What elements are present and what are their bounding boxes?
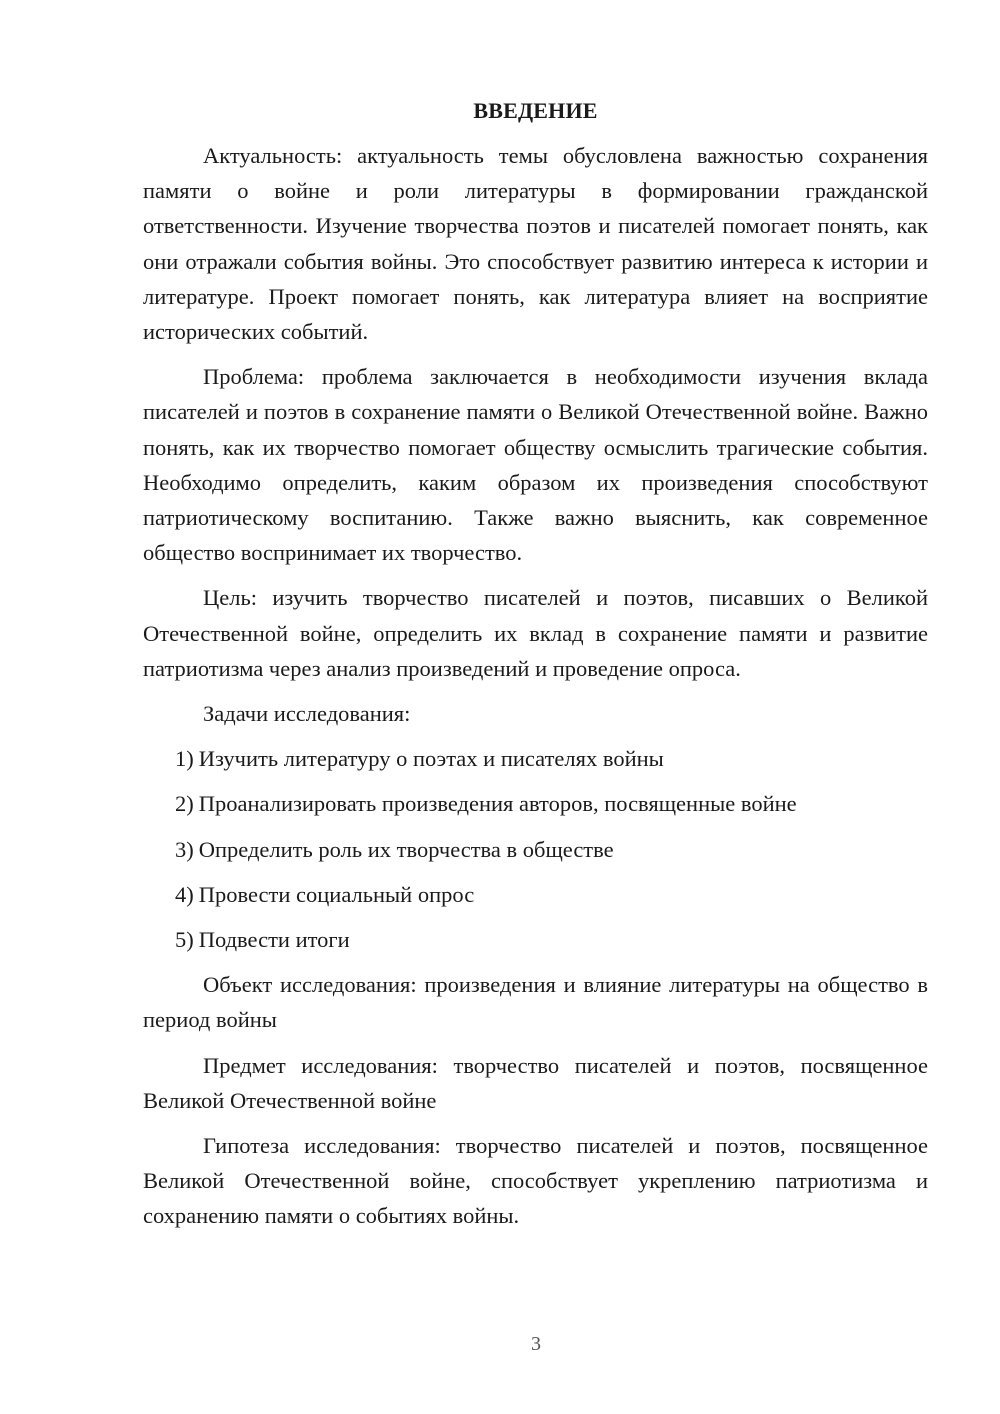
section-title: ВВЕДЕНИЕ (473, 98, 598, 123)
task-item (143, 832, 928, 867)
page-number: 3 (531, 1333, 541, 1355)
task-text: Провести социальный опрос (198, 881, 475, 907)
task-number: 3) (175, 836, 194, 862)
task-text: Определить роль их творчества в обществе (198, 836, 614, 862)
task-number: 1) (175, 746, 194, 772)
problem-paragraph: Проблема: проблема заключается в необходимости изучения вклада писателей и поэтов в сохранение памяти о Великой Отечественной войне. Важно понять, как их творчество помогает обществу осмыслить трагические события. Необходимо определить, каким образом их произведения способствуют патриотическому воспитанию. Также важно выяснить, как современное общество воспринимает их творчество. (143, 364, 928, 566)
relevance-paragraph: Актуальность: актуальность темы обусловлена важностью сохранения памяти о войне и роли литературы в формировании гражданской ответственности. Изучение творчества поэтов и писателей помогает понять, как они отражали события войны. Это способствует развитию интереса к истории и литературе. Проект помогает понять, как литература влияет на восприятие исторических событий. (143, 143, 928, 345)
hypothesis-paragraph: Гипотеза исследования: творчество писателей и поэтов, посвященное Великой Отечественной войне, способствует укреплению патриотизма и сохранению памяти о событиях войны. (143, 1133, 928, 1229)
task-item (143, 877, 928, 912)
task-number: 2) (175, 791, 194, 817)
task-number: 5) (175, 927, 194, 953)
document-page (143, 96, 928, 1234)
object-paragraph: Объект исследования: произведения и влияние литературы на общество в период войны (143, 972, 928, 1033)
task-text: Подвести итоги (198, 927, 350, 953)
subject-paragraph: Предмет исследования: творчество писателей и поэтов, посвященное Великой Отечественной войне (143, 1052, 928, 1113)
tasks-heading: Задачи исследования: (203, 701, 411, 727)
task-item (143, 786, 928, 821)
task-text: Изучить литературу о поэтах и писателях войны (198, 746, 664, 772)
task-item (143, 741, 928, 776)
task-number: 4) (175, 881, 194, 907)
task-item (143, 922, 928, 957)
tasks-list (143, 741, 928, 957)
task-text: Проанализировать произведения авторов, посвященные войне (198, 791, 797, 817)
goal-paragraph: Цель: изучить творчество писателей и поэтов, писавших о Великой Отечественной войне, определить их вклад в сохранение памяти и развитие патриотизма через анализ произведений и проведение опроса. (143, 585, 928, 681)
